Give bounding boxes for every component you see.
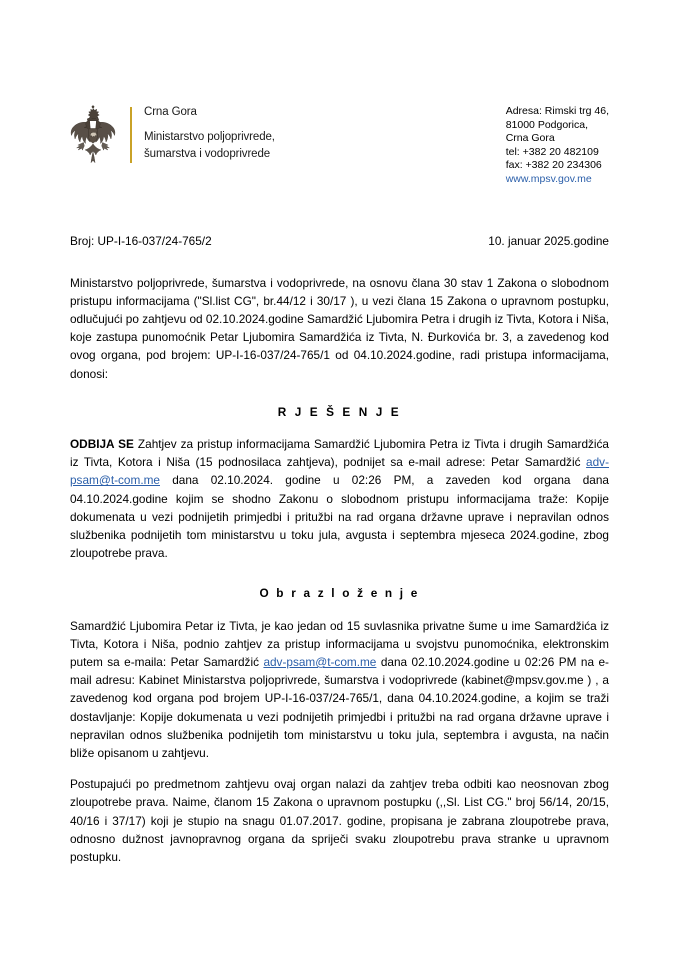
letterhead-identity [70, 103, 275, 167]
document-date: 10. januar 2025.godine [488, 233, 609, 248]
explanation-text-after-email: dana 02.10.2024.godine u 02:26 PM na e-mail adresu: Kabinet Ministarstva poljoprivrede, šumarstva i vodoprivrede (kabinet@mpsv.gov.me ) , a zavedenog kod organa pod brojem UP-I-16-037/24-765/1, dana 04.10.2024.godine, a kojim se traži dostavljanje: Kopije dokumenata u vezi podnijetih primjedbi i pritužbi na rad organa državne uprave i nepravilan odnos službenika podnijetih tom ministarstvu u toku jula, septembra i avgusta, na način bliže opisanom u zahtjevu. [70, 655, 609, 761]
letterhead-names [144, 103, 275, 164]
decision-text-before-email: Zahtjev za pristup informacijama Samardžić Ljubomira Petra iz Tivta i drugih Samardžića iz Tivta, Kotora i Niša (15 podnosilaca zahtjeva), podnijet sa e-mail adrese: Petar Samardžić [70, 436, 609, 470]
country-name: Crna Gora [144, 106, 197, 118]
montenegro-coat-of-arms-icon [70, 105, 116, 167]
address-line-street: Adresa: Rimski trg 46, [505, 105, 609, 117]
address-line-city: 81000 Podgorica, [505, 118, 589, 131]
explanation-text-before-email: Samardžić Ljubomira Petar iz Tivta, je kao jedan od 15 suvlasnika privatne šume u ime Samardžića iz Tivta, Kotora i Niša, podnio zahtjev za pristup informacijama u svojstvu punomoćnika, elektronskim putem sa e-maila: Petar Samardžić [70, 618, 609, 670]
document-number: Broj: UP-I-16-037/24-765/2 [70, 233, 212, 248]
reference-row [70, 234, 609, 248]
ministry-name-line2: šumarstva i vodoprivrede [144, 148, 271, 160]
address-line-country: Crna Gora [505, 132, 555, 145]
explanation-heading: O b r a z l o ž e n j e [259, 586, 420, 601]
address-line-fax: fax: +382 20 234306 [505, 159, 602, 172]
intro-paragraph: Ministarstvo poljoprivrede, šumarstva i vodoprivrede, na osnovu člana 30 stav 1 Zakona o slobodnom pristupu informacijama ("Sl.list CG", br.44/12 i 30/17 ), u vezi člana 15 Zakona o upravnom postupku, odlučujući po zahtjevu od 02.10.2024.godine Samardžić Ljubomira Petra i drugih iz Tivta, Kotora i Niša, koje zastupa punomoćnik Petar Ljubomira Samardžića iz Tivta, N. Đurkovića br. 3, a zavedenog kod ovog organa, pod brojem: UP-I-16-037/24-765/1 od 04.10.2024.godine, radi pristupa informacijama, donosi: [70, 275, 609, 381]
ministry-name-line1: Ministarstvo poljoprivrede, [144, 130, 275, 143]
document-body [70, 274, 609, 867]
website-link[interactable]: www.mpsv.gov.me [505, 172, 592, 185]
decision-paragraph [70, 435, 609, 562]
letterhead [70, 0, 609, 187]
applicant-email-link[interactable]: adv-psam@t-com.me [70, 455, 609, 488]
letterhead-divider [130, 107, 132, 163]
explanation-paragraph-1 [70, 617, 609, 763]
address-line-tel: tel: +382 20 482109 [505, 145, 599, 158]
applicant-email-link-2[interactable]: adv-psam@t-com.me [263, 655, 377, 670]
letterhead-address-block [506, 103, 609, 187]
decision-text-after-email: dana 02.10.2024. godine u 02:26 PM, a zaveden kod organa dana 04.10.2024.godine kojim se shodno Zakonu o slobodnom pristupu informacijama traže: Kopije dokumenata u vezi podnijetih primjedbi i pritužbi na rad organa državne uprave i nepravilan odnos službenika podnijetih tom ministarstvu u toku jula, avgusta i septembra mjeseca 2024.godine, zbog zloupotrebe prava. [70, 473, 609, 561]
explanation-paragraph-2: Postupajući po predmetnom zahtjevu ovaj organ nalazi da zahtjev treba odbiti kao neosnovan zbog zloupotrebe prava. Naime, članom 15 Zakona o upravnom postupku (,,Sl. List CG." broj 56/14, 20/15, 40/16 i 37/17) koji je stupio na snagu 01.07.2017. godine, propisana je zabrana zloupotrebe prava, odnosno dužnost javnopravnog organa da spriječi svaku zloupotrebu prava stranke u upravnom postupku. [70, 777, 609, 865]
decision-heading: R J E Š E N J E [277, 404, 402, 419]
decision-lead-bold: ODBIJA SE [70, 436, 134, 451]
